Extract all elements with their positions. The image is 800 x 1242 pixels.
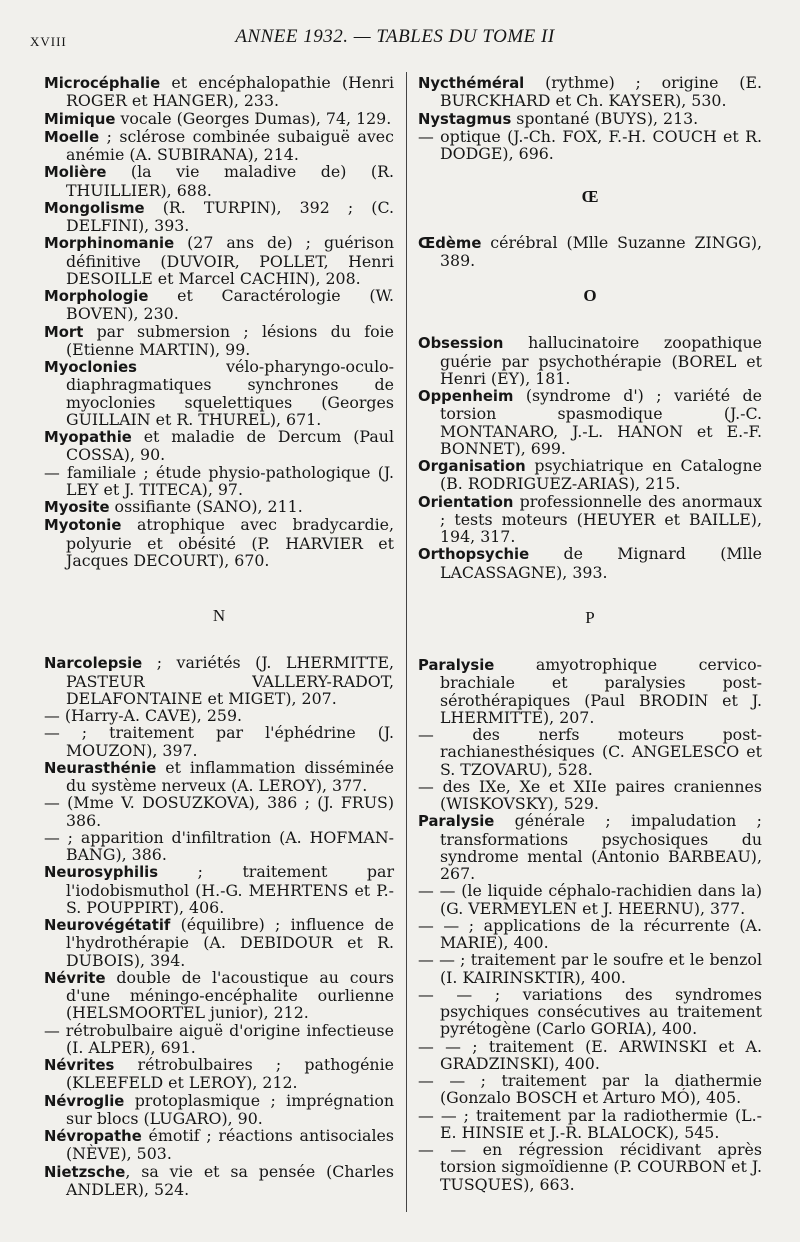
index-reference: hallucinatoire zoopathique guérie par psychothérapie (BOREL et Henri (EY), 181. (440, 333, 762, 388)
index-entry (418, 951, 762, 986)
index-reference: de Mignard (Mlle LACASSAGNE), 393. (440, 544, 762, 582)
index-entry (44, 358, 394, 428)
section-letter-n: N (212, 606, 226, 625)
index-entry (418, 882, 762, 917)
index-reference: — rétrobulbaire aiguë d'origine infectieuse (I. ALPER), 691. (44, 1020, 394, 1057)
index-entry (418, 917, 762, 952)
index-reference: cérébral (Mlle Suzanne ZINGG), 389. (440, 232, 762, 270)
index-entry (418, 387, 762, 457)
entries-oe (418, 234, 762, 270)
index-reference: (27 ans de) ; guérison définitive (DUVOIR, POLLET, Henri DESOILLE et Marcel CACHIN), 208. (66, 233, 394, 288)
index-reference: et maladie de Dercum (Paul COSSA), 90. (66, 427, 394, 465)
index-entry (418, 545, 762, 581)
index-entry (418, 1072, 762, 1107)
index-term: Orthopsychie (418, 546, 530, 564)
index-entry (418, 986, 762, 1038)
index-term: Névroglie (44, 1092, 125, 1110)
section-letter-oe: Œ (581, 187, 599, 207)
index-term: Narcolepsie (44, 655, 143, 673)
index-entry (418, 334, 762, 387)
index-term: Microcéphalie (44, 75, 161, 92)
index-reference: et Caractérologie (W. BOVEN), 230. (66, 286, 394, 324)
index-entry (418, 1038, 762, 1073)
index-term: Mimique (44, 110, 116, 128)
index-reference: (équilibre) ; influence de l'hydrothérapie (A. DEBIDOUR et R. DUBOIS), 394. (66, 915, 394, 970)
index-reference: par submersion ; lésions du foie (Etienne MARTIN), 99. (66, 321, 394, 359)
index-term: Orientation (418, 493, 514, 511)
section-letter-o: O (583, 286, 597, 305)
index-entry (44, 516, 394, 569)
index-term: Myosite (44, 499, 110, 516)
index-reference: atrophique avec bradycardie, polyurie et obésité (P. HARVIER et Jacques DECOURT), 670. (66, 515, 394, 570)
index-term: Neurosyphilis (44, 864, 159, 882)
index-entry (44, 969, 394, 1022)
index-term: Névrite (44, 969, 106, 987)
index-term: Organisation (418, 458, 526, 475)
index-reference: — familiale ; étude physio-pathologique (J. LEY et J. TITECA), 97. (44, 462, 394, 499)
index-reference: (syndrome d') ; variété de torsion spasmodique (J.-C. MONTANARO, J.-L. HANON et E.-F. BONNET), 699. (440, 386, 762, 458)
index-entry (44, 1092, 394, 1128)
index-entry (418, 1107, 762, 1142)
index-reference: — (Harry-A. CAVE), 259. (44, 706, 243, 725)
index-entry (44, 707, 394, 724)
index-entry (44, 794, 394, 829)
index-term: Névropathe (44, 1128, 142, 1145)
index-term: Moelle (44, 128, 100, 146)
index-reference: (la vie maladive de) (R. THUILLIER), 688. (66, 162, 394, 200)
index-entry (44, 916, 394, 969)
index-term: Neurasthénie (44, 759, 157, 777)
index-entry (418, 74, 762, 110)
index-reference: rétrobulbaires ; pathogénie (KLEEFELD et LEROY), 212. (66, 1055, 394, 1093)
index-entry (44, 1056, 394, 1092)
index-reference: — des IXe, Xe et XIIe paires craniennes (WISKOVSKY), 529. (418, 776, 762, 813)
index-reference: protoplasmique ; imprégnation sur blocs (LUGARO), 90. (66, 1090, 394, 1128)
index-entry (44, 1127, 394, 1163)
index-entry (418, 778, 762, 813)
index-entry (44, 1022, 394, 1057)
entries-p (418, 656, 762, 1193)
index-reference: — — ; traitement (E. ARWINSKI et A. GRADZINSKI), 400. (418, 1036, 762, 1073)
index-reference: (rythme) ; origine (E. BURCKHARD et Ch. KAYSER), 530. (440, 73, 762, 111)
entries-n-cont (418, 74, 762, 162)
index-reference: — — ; traitement par la diathermie (Gonzalo BOSCH et Arturo MÓ), 405. (418, 1071, 762, 1108)
index-entry (418, 128, 762, 163)
index-reference: — — en régression récidivant après torsion sigmoïdienne (P. COURBON et J. TUSQUES), 663. (418, 1140, 762, 1194)
index-term: Myopathie (44, 429, 132, 446)
index-entry (44, 287, 394, 323)
index-entry (418, 1141, 762, 1193)
index-entry (44, 110, 394, 128)
right-column (418, 74, 762, 1193)
index-reference: — — ; applications de la récurrente (A. MARIE), 400. (418, 915, 762, 952)
index-reference: vocale (Georges Dumas), 74, 129. (115, 108, 392, 128)
index-reference: double de l'acoustique au cours d'une méningo-encéphalite ourlienne (HELSMOORTEL junior), 212. (66, 967, 394, 1023)
index-reference: — — ; traitement par le soufre et le benzol (I. KAIRINSKTIR), 400. (418, 950, 762, 987)
index-entry (44, 234, 394, 287)
index-entry (44, 759, 394, 795)
index-term: Myoclonies (44, 359, 137, 376)
index-term: Morphologie (44, 288, 149, 305)
index-reference: spontané (BUYS), 213. (511, 108, 699, 128)
index-term: Mort (44, 323, 84, 341)
index-reference: ; traitement par l'iodobismuthol (H.-G. MEHRTENS et P.-S. POUPPIRT), 406. (66, 862, 394, 917)
index-reference: — ; traitement par l'éphédrine (J. MOUZON), 397. (44, 723, 394, 760)
index-reference: professionnelle des anormaux ; tests moteurs (HEUYER et BAILLE), 194, 317. (440, 491, 762, 546)
index-term: Œdème (418, 234, 482, 252)
index-reference: ossifiante (SANO), 211. (109, 497, 303, 516)
index-term: Obsession (418, 335, 504, 353)
column-divider (406, 72, 407, 1212)
index-entry (418, 457, 762, 493)
index-entry (44, 724, 394, 759)
index-term: Mongolisme (44, 199, 145, 217)
index-entry (418, 726, 762, 778)
entries-o (418, 334, 762, 581)
index-reference: — ; apparition d'infiltration (A. HOFMAN-BANG), 386. (44, 827, 394, 864)
index-reference: — — ; variations des syndromes psychiques consécutives au traitement pyrétogène (Carlo GORIA), 400. (418, 984, 762, 1039)
index-entry (418, 234, 762, 270)
index-reference: vélo-pharyngo-oculo-diaphragmatiques synchrones de myoclonies squelettiques (Georges GUILLAIN et R. THUREL), 671. (66, 357, 394, 429)
left-column (44, 74, 394, 1198)
index-term: Paralysie (418, 813, 495, 831)
index-reference: ; variétés (J. LHERMITTE, PASTEUR VALLERY-RADOT, DELAFONTAINE et MIGET), 207. (66, 653, 394, 708)
index-entry (418, 812, 762, 882)
index-reference: et encéphalopathie (Henri ROGER et HANGER), 233. (66, 73, 394, 111)
index-reference: — (Mme V. DOSUZKOVA), 386 ; (J. FRUS) 386. (44, 793, 394, 830)
index-reference: — — ; traitement par la radiothermie (L.-E. HINSIE et J.-R. BLALOCK), 545. (418, 1105, 762, 1142)
index-entry (44, 323, 394, 359)
index-term: Molière (44, 164, 107, 182)
index-entry (44, 163, 394, 199)
index-term: Neurovégétatif (44, 917, 171, 934)
index-reference: psychiatrique en Catalogne (B. RODRIGUEZ-ARIAS), 215. (440, 456, 762, 494)
index-entry (44, 128, 394, 164)
page-number: XVIII (30, 34, 67, 49)
index-term: Nycthéméral (418, 75, 525, 92)
index-term: Oppenheim (418, 388, 514, 405)
index-entry (418, 110, 762, 128)
index-reference: — des nerfs moteurs post-rachianesthésiques (C. ANGELESCO et S. TZOVARU), 528. (418, 725, 762, 779)
index-term: Nietzsche (44, 1163, 126, 1181)
index-entry (44, 829, 394, 864)
index-term: Paralysie (418, 657, 495, 674)
index-term: Nystagmus (418, 110, 512, 128)
index-reference: émotif ; réactions antisociales (NÈVE), 503. (66, 1126, 394, 1164)
index-reference: amyotrophique cervico-brachiale et paralysies post-sérothérapiques (Paul BRODIN et J. LHERMITTE), 207. (440, 655, 762, 727)
index-reference: , sa vie et sa pensée (Charles ANDLER), 524. (66, 1161, 394, 1199)
index-reference: et inflammation disséminée du système nerveux (A. LEROY), 377. (66, 757, 394, 795)
index-reference: — optique (J.-Ch. FOX, F.-H. COUCH et R. DODGE), 696. (418, 126, 762, 163)
index-entry (44, 654, 394, 707)
index-entry (44, 498, 394, 516)
index-entry (418, 493, 762, 546)
entries-n (44, 654, 394, 1198)
running-title: ANNEE 1932. — TABLES DU TOME II (235, 26, 555, 47)
section-letter-p: P (585, 607, 595, 627)
index-term: Myotonie (44, 517, 122, 535)
index-entry (44, 464, 394, 499)
page-header (30, 26, 760, 56)
index-term: Névrites (44, 1057, 115, 1074)
index-entry (44, 863, 394, 916)
index-entry (418, 656, 762, 726)
index-entry (44, 1163, 394, 1199)
index-entry (44, 428, 394, 464)
index-reference: — — (le liquide céphalo-rachidien dans la) (G. VERMEYLEN et J. HEERNU), 377. (418, 881, 762, 918)
index-entry (44, 74, 394, 110)
index-reference: ; sclérose combinée subaiguë avec anémie (A. SUBIRANA), 214. (66, 126, 394, 164)
entries-m (44, 74, 394, 569)
index-term: Morphinomanie (44, 235, 175, 253)
index-entry (44, 199, 394, 235)
index-reference: (R. TURPIN), 392 ; (C. DELFINI), 393. (66, 197, 394, 235)
index-reference: générale ; impaludation ; transformations psychosiques du syndrome mental (Antonio BARBEAU), 267. (440, 811, 762, 883)
